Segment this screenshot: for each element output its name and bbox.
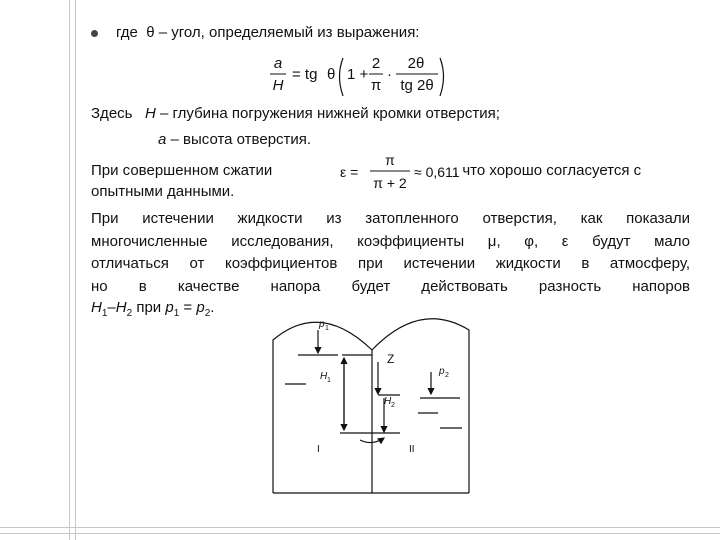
tank-1-outline (273, 322, 372, 493)
formula-frac3-num: 2θ (407, 55, 425, 72)
tank-2-label: II (409, 444, 415, 455)
formula-eq-tg: = tg (292, 66, 318, 83)
formula-epsilon (338, 151, 468, 195)
para-mid: при (132, 299, 166, 316)
para-p2-sub: 2 (204, 308, 211, 319)
tank-2-outline (372, 319, 469, 493)
compression-lead: При совершенном сжатии (91, 162, 273, 179)
z-label: Z (387, 352, 395, 366)
definition-a-var: a (158, 131, 167, 148)
p1-sub: 1 (325, 325, 329, 332)
para-p1-sub: 1 (173, 308, 180, 319)
jet-curve (360, 438, 384, 443)
h2-label: H (384, 396, 392, 407)
eps-den: π + 2 (373, 175, 407, 191)
compression-line2: опытными данными. (91, 183, 235, 200)
para-end: . (210, 299, 215, 316)
para-h2-sub: 2 (126, 308, 133, 319)
h2-sub: 2 (391, 402, 395, 409)
para-line-5 (91, 298, 214, 324)
p2-label: p (439, 366, 445, 377)
definition-h (91, 104, 500, 124)
formula-lhs-den: H (272, 77, 284, 94)
definition-lead: Здесь (91, 105, 133, 122)
frame-left-line (69, 0, 70, 540)
compression-tail: , что хорошо согласуется с (454, 162, 642, 179)
p1-label: p (319, 319, 325, 330)
definition-h-var: H (145, 105, 156, 122)
definition-a-text: – высота отверстия. (170, 131, 312, 148)
bullet-icon (91, 30, 98, 37)
eps-approx: ≈ 0,611 (414, 164, 460, 180)
formula-lhs-num: a (273, 55, 283, 72)
frame-bottom-line-2 (0, 533, 720, 534)
frame-bottom-line (0, 527, 720, 528)
para-h1-sub: 1 (101, 308, 108, 319)
h1-sub: 1 (327, 377, 331, 384)
frame-left-line-2 (75, 0, 76, 540)
para-eq: = (179, 299, 197, 316)
para-h2: –H (107, 299, 127, 316)
para-line-3: отличаться от коэффициентов при истечении жидкости в атмосферу, (91, 255, 690, 272)
formula-frac3-den: tg 2θ (400, 77, 434, 94)
definition-h-text: – глубина погружения нижней кромки отверстия; (160, 105, 500, 122)
formula-angle (268, 50, 458, 104)
formula-dot: · (387, 66, 392, 83)
definition-a (158, 130, 311, 150)
intro-rest: – угол, определяемый из выражения: (158, 24, 420, 41)
tank-1-label: I (317, 444, 320, 455)
para-line-1: При истечении жидкости из затопленного отверстия, как показали (91, 210, 690, 227)
para-p1: p (165, 299, 174, 316)
para-p2: p (196, 299, 205, 316)
para-h1: H (91, 299, 102, 316)
eps-label: ε = (340, 164, 359, 180)
eps-num: π (385, 152, 395, 168)
para-line-2: многочисленные исследования, коэффициенты μ, φ, ε будут мало (91, 233, 690, 250)
formula-one-plus: 1 + (347, 66, 369, 83)
formula-frac2-num: 2 (371, 55, 381, 72)
para-line-4: но в качестве напора будет действовать разность напоров (91, 278, 690, 295)
formula-frac2-den: π (370, 77, 382, 94)
intro-line (116, 23, 419, 43)
theta-symbol: θ (146, 24, 155, 41)
formula-theta: θ (327, 66, 336, 83)
intro-prefix: где (116, 24, 138, 41)
h1-label: H (320, 371, 328, 382)
p2-sub: 2 (445, 372, 449, 379)
